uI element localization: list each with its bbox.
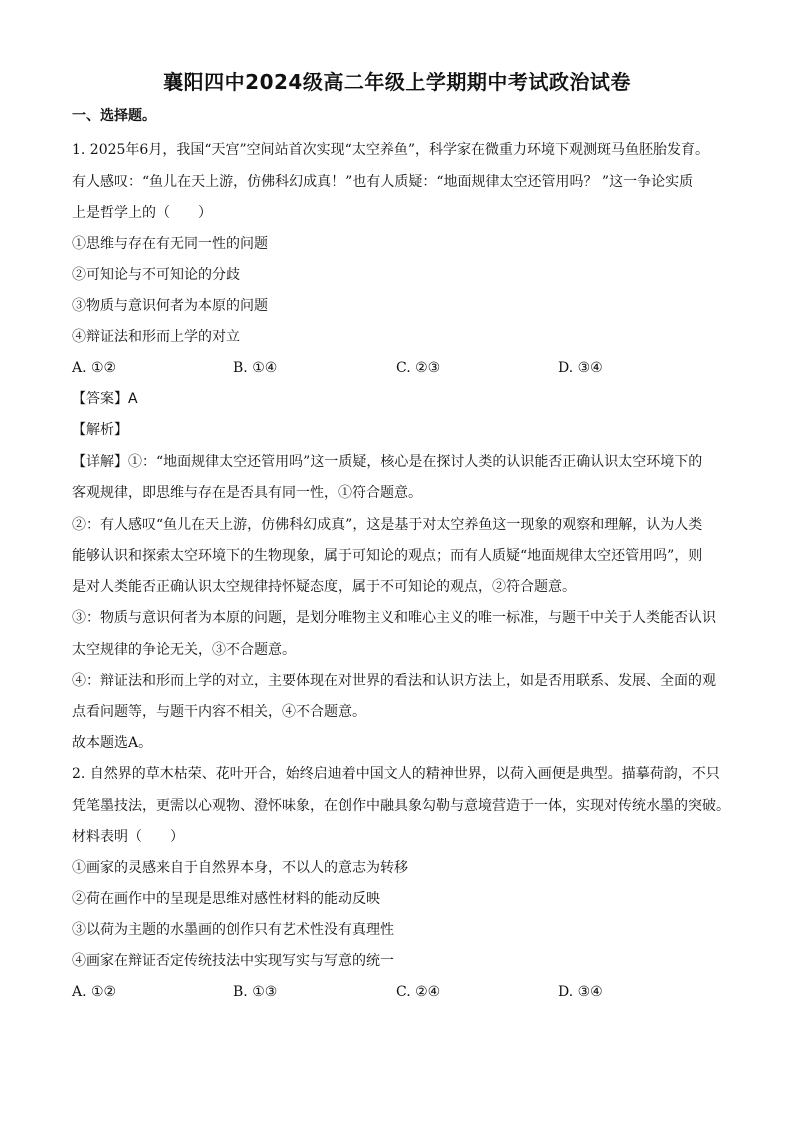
option-b: B. ①③ — [233, 984, 278, 1000]
question-2-item: ②荷在画作中的呈现是思维对感性材料的能动反映 — [72, 891, 380, 907]
question-1-stem-line: 有人感叹：“鱼儿在天上游，仿佛科幻成真！”也有人质疑：“地面规律太空还管用吗？ ”这一争论实质 — [72, 174, 694, 190]
question-1-item: ①思维与存在有无同一性的问题 — [72, 236, 268, 252]
option-b: B. ①④ — [233, 360, 278, 376]
option-c: C. ②③ — [396, 360, 441, 376]
section-heading: 一、选择题。 — [72, 108, 156, 124]
analysis-line: 太空规律的争论无关，③不合题意。 — [72, 642, 296, 658]
question-1-stem-line: 1. 2025年6月，我国“天宫”空间站首次实现“太空养鱼”，科学家在微重力环境下观测斑马鱼胚胎发育。 — [72, 142, 709, 158]
analysis-label: 【解析】 — [72, 422, 128, 438]
question-1-item: ④辩证法和形而上学的对立 — [72, 329, 240, 345]
analysis-line: ③：物质与意识何者为本原的问题，是划分唯物主义和唯心主义的唯一标准，与题干中关于人类能否认识 — [72, 610, 716, 626]
answer-label: 【答案】A — [72, 391, 138, 407]
question-2-stem-line: 2. 自然界的草木枯荣、花叶开合，始终启迪着中国文人的精神世界，以荷入画便是典型。描摹荷韵，不只 — [72, 766, 720, 782]
analysis-line: 是对人类能否正确认识太空规律持怀疑态度，属于不可知论的观点，②符合题意。 — [72, 579, 576, 595]
analysis-line: 点看问题等，与题干内容不相关，④不合题意。 — [72, 704, 366, 720]
question-1-item: ②可知论与不可知论的分歧 — [72, 267, 240, 283]
question-2-item: ①画家的灵感来自于自然界本身，不以人的意志为转移 — [72, 860, 408, 876]
question-2-stem-line: 材料表明（ ） — [72, 829, 184, 845]
analysis-line: 客观规律，即思维与存在是否具有同一性，①符合题意。 — [72, 485, 422, 501]
question-2-item: ④画家在辩证否定传统技法中实现写实与写意的统一 — [72, 953, 394, 969]
option-c: C. ②④ — [396, 984, 441, 1000]
question-2-options — [72, 982, 722, 1002]
question-1-stem-line: 上是哲学上的（ ） — [72, 205, 212, 221]
page-title: 襄阳四中2024级高二年级上学期期中考试政治试卷 — [163, 70, 631, 94]
analysis-line: ②：有人感叹“鱼儿在天上游，仿佛科幻成真”，这是基于对太空养鱼这一现象的观察和理解，认为人类 — [72, 517, 703, 533]
analysis-line: 能够认识和探索太空环境下的生物现象，属于可知论的观点；而有人质疑“地面规律太空还管用吗”，则 — [72, 548, 703, 564]
analysis-line: 【详解】①：“地面规律太空还管用吗”这一质疑，核心是在探讨人类的认识能否正确认识太空环境下的 — [72, 454, 703, 470]
option-a: A. ①② — [72, 984, 117, 1000]
question-1-item: ③物质与意识何者为本原的问题 — [72, 298, 268, 314]
question-2-item: ③以荷为主题的水墨画的创作只有艺术性没有真理性 — [72, 922, 394, 938]
question-1-options — [72, 358, 722, 378]
analysis-line: ④：辩证法和形而上学的对立，主要体现在对世界的看法和认识方法上，如是否用联系、发展、全面的观 — [72, 673, 716, 689]
question-2-stem-line: 凭笔墨技法，更需以心观物、澄怀味象，在创作中融具象勾勒与意境营造于一体，实现对传统水墨的突破。 — [72, 798, 730, 814]
option-d: D. ③④ — [558, 360, 603, 376]
option-a: A. ①② — [72, 360, 117, 376]
option-d: D. ③④ — [558, 984, 603, 1000]
analysis-conclusion: 故本题选A。 — [72, 735, 153, 751]
